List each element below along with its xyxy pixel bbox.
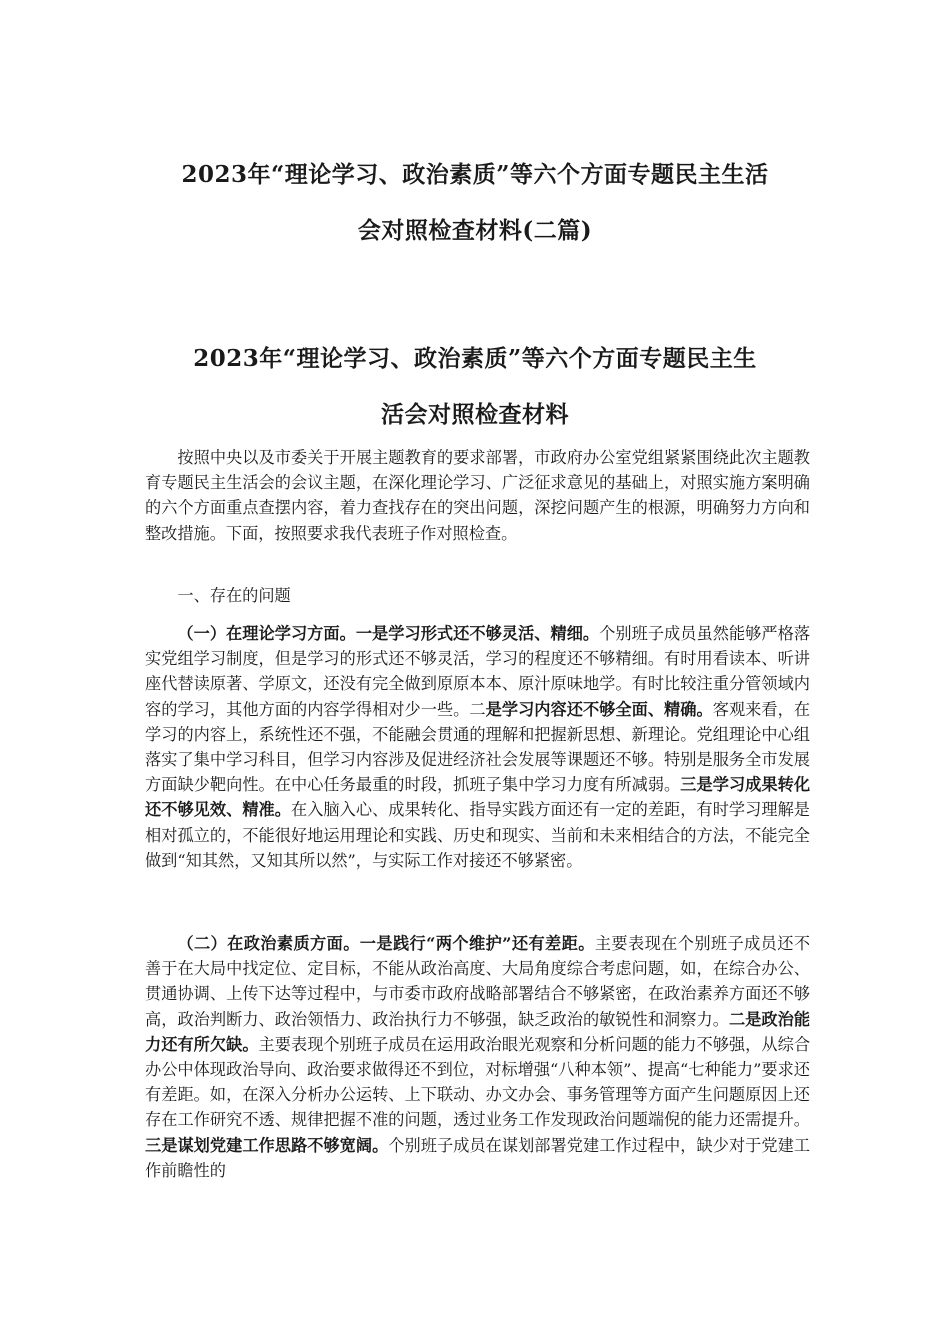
paragraph-text: 在入脑入心、成果转化、指导实践方面还有一定的差距，有时学习理解是相对孤立的，不能很好地运用理论和实践、历史和现实、当前和未来相结合的方法，不能完全做到“知其然，又知其所以然”，与实际工作对接还不够紧密。 bbox=[145, 800, 810, 870]
theory-study-paragraph bbox=[145, 621, 810, 873]
bold-point-3: 三是学习成果转化还不够见效、精准。 bbox=[145, 775, 811, 820]
political-quality-paragraph bbox=[145, 931, 810, 1183]
section-heading: 一、存在的问题 bbox=[177, 586, 291, 605]
bold-point-3: 三是谋划党建工作思路不够宽阔。 bbox=[145, 1135, 389, 1155]
document-title-line-1: 2023年“理论学习、政治素质”等六个方面专题民主生活 bbox=[181, 161, 769, 188]
paragraph-text: 个别班子成员在谋划部署党建工作过程中，缺少对于党建工作前瞻性的 bbox=[145, 1135, 811, 1180]
document-title-line-2: 会对照检查材料(二篇) bbox=[357, 217, 593, 244]
article-title-line-1: 2023年“理论学习、政治素质”等六个方面专题民主生 bbox=[193, 345, 757, 372]
paragraph-text: 客观来看，在学习的内容上，系统性还不强，不能融会贯通的理解和把握新思想、新理论。党组理论中心组落实了集中学习科目，但学习内容涉及促进经济社会发展等课题还不够。特别是服务全市发展方面缺少靶向性。在中心任务最重的时段，抓班子集中学习力度有所减弱。 bbox=[145, 699, 811, 795]
intro-paragraph: 按照中央以及市委关于开展主题教育的要求部署，市政府办公室党组紧紧围绕此次主题教育专题民主生活会的会议主题，在深化理论学习、广泛征求意见的基础上，对照实施方案明确的六个方面重点查摆内容，着力查找存在的突出问题，深挖问题产生的根源，明确努力方向和整改措施。下面，按照要求我代表班子作对照检查。 bbox=[145, 448, 810, 543]
bold-point-2: 二是政治能力还有所欠缺。 bbox=[145, 1009, 811, 1054]
paragraph-text: 个别班子成员虽然能够严格落实党组学习制度，但是学习的形式还不够灵活，学习的程度还不够精细。有时用看读本、听讲座代替读原著、学原文，还没有完全做到原原本本、原汁原味地学。有时比较注重分管领域内容的学习，其他方面的内容学得相对少一些。二 bbox=[145, 624, 811, 719]
theory-study-heading: （一）在理论学习方面。一是学习形式还不够灵活、精细。 bbox=[177, 624, 600, 643]
political-quality-heading: （二）在政治素质方面。一是践行“两个维护”还有差距。 bbox=[177, 934, 595, 953]
bold-point-2: 是学习内容还不够全面、精确。 bbox=[485, 699, 713, 719]
article-title bbox=[120, 331, 830, 443]
paragraph-text: 主要表现个别班子成员在运用政治眼光观察和分析问题的能力不够强，从综合办公中体现政治导向、政治要求做得还不到位，对标增强“八种本领”、提高“七种能力”要求还有差距。如，在深入分析办公运转、上下联动、办文办会、事务管理等方面产生问题原因上还存在工作研究不透、规律把握不准的问题，透过业务工作发现政治问题端倪的能力还需提升。 bbox=[145, 1034, 811, 1130]
article-title-line-2: 活会对照检查材料 bbox=[381, 401, 569, 428]
paragraph-text: 主要表现在个别班子成员还不善于在大局中找定位、定目标，不能从政治高度、大局角度综合考虑问题，如，在综合办公、贯通协调、上传下达等过程中，与市委市政府战略部署结合不够紧密，在政治素养方面还不够高，政治判断力、政治领悟力、政治执行力不够强，缺乏政治的敏锐性和洞察力。 bbox=[145, 934, 811, 1029]
document-title bbox=[120, 147, 830, 259]
